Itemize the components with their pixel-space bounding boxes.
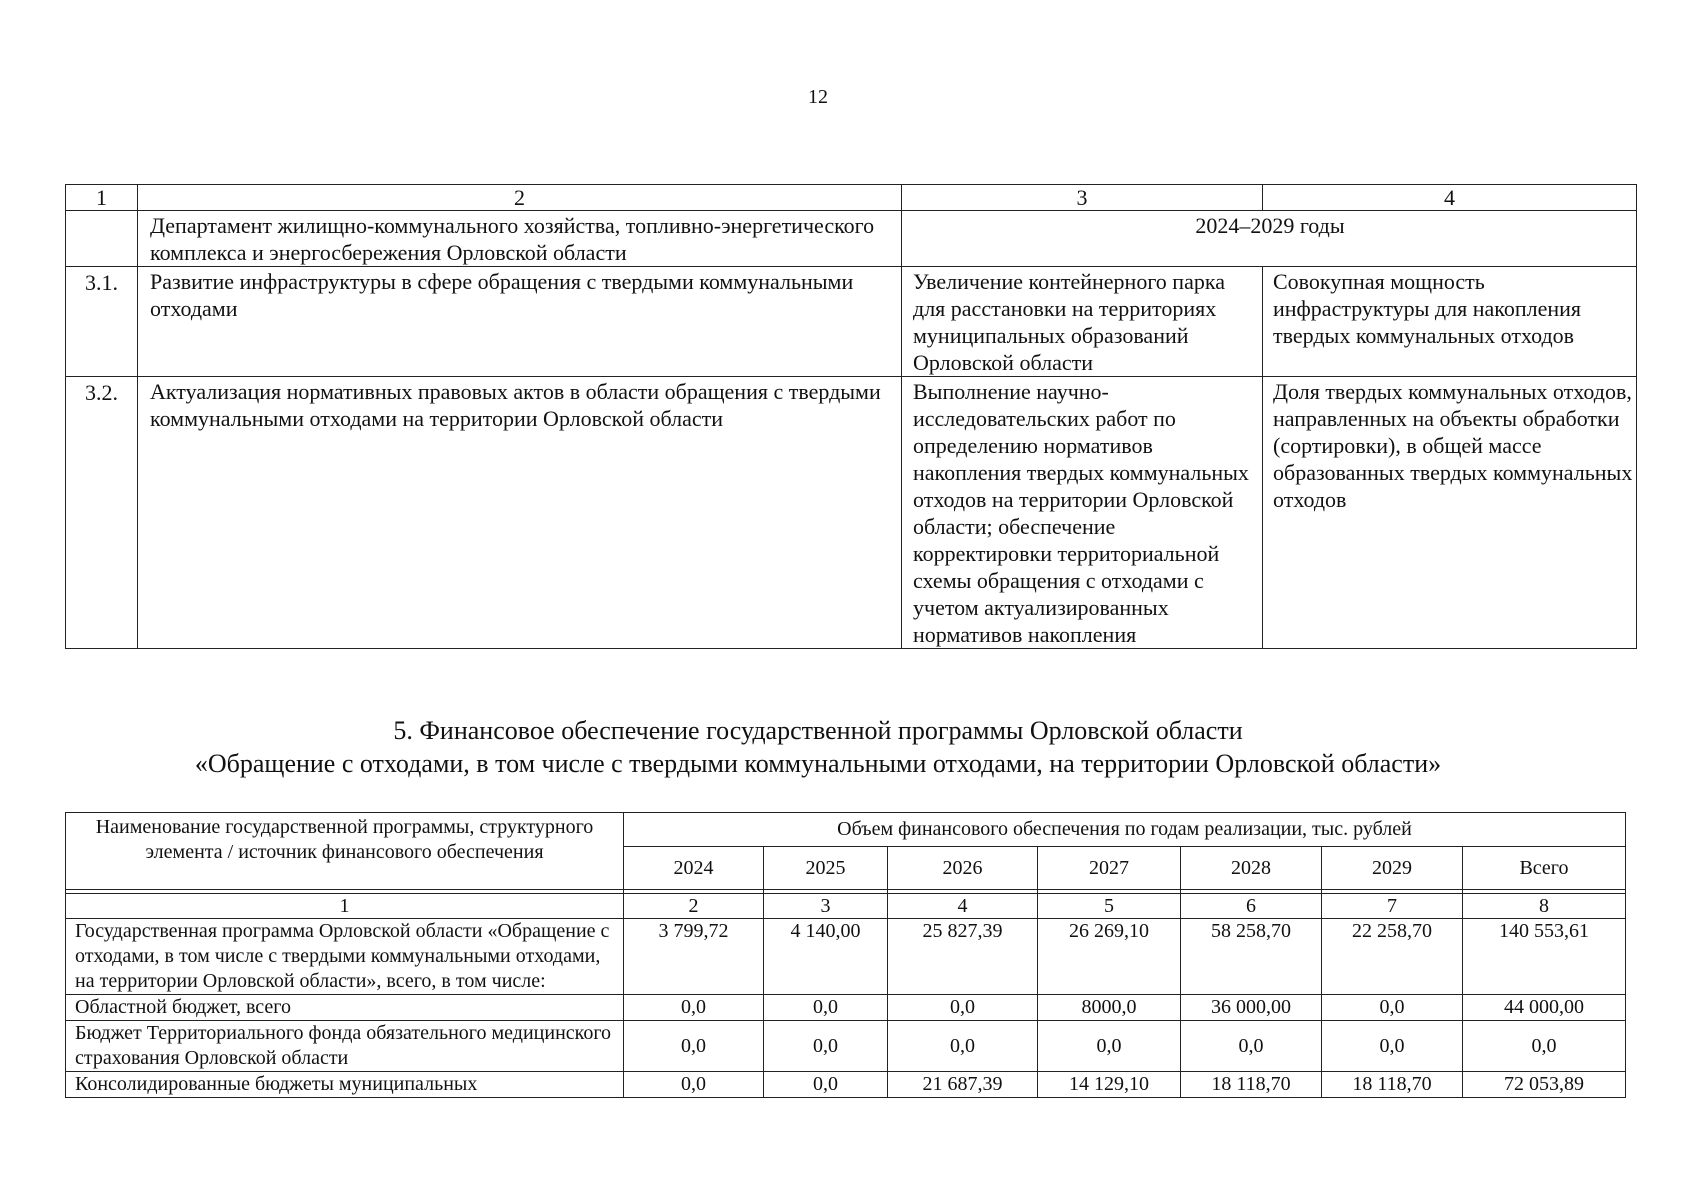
amount-cell: 0,0 xyxy=(1038,1021,1181,1072)
program-name-header: Наименование государственной программы, структурного элемента / источник финансового обеспечения xyxy=(66,813,624,890)
table-row xyxy=(66,919,1626,995)
amount-cell: 0,0 xyxy=(1322,995,1463,1021)
indicator: Доля твердых коммунальных отходов, направленных на объекты обработки (сортировки), в общей массе образованных твердых коммунальных отходов xyxy=(1263,377,1637,649)
year-header: 2026 xyxy=(888,847,1038,890)
total-cell: 44 000,00 xyxy=(1463,995,1626,1021)
header-cell: 3 xyxy=(902,185,1263,211)
row-number: 3.1. xyxy=(66,267,138,377)
total-header: Всего xyxy=(1463,847,1626,890)
implementation-period: 2024–2029 годы xyxy=(902,211,1637,267)
section-title-line: 5. Финансовое обеспечение государственной программы Орловской области xyxy=(393,716,1243,745)
table-row xyxy=(66,1072,1626,1098)
table-row xyxy=(66,377,1637,649)
table-row xyxy=(66,1021,1626,1072)
column-index: 5 xyxy=(1038,894,1181,919)
funding-source: Областной бюджет, всего xyxy=(66,995,624,1021)
column-index: 7 xyxy=(1322,894,1463,919)
amount-cell: 58 258,70 xyxy=(1181,919,1322,995)
table-header-row xyxy=(66,185,1637,211)
amount-cell: 21 687,39 xyxy=(888,1072,1038,1098)
task-name: Развитие инфраструктуры в сфере обращения с твердыми коммунальными отходами xyxy=(138,267,902,377)
year-header: 2028 xyxy=(1181,847,1322,890)
amount-cell: 18 118,70 xyxy=(1181,1072,1322,1098)
amount-cell: 14 129,10 xyxy=(1038,1072,1181,1098)
column-index: 4 xyxy=(888,894,1038,919)
amount-cell: 0,0 xyxy=(888,1021,1038,1072)
page-number: 12 xyxy=(808,86,828,108)
year-header: 2029 xyxy=(1322,847,1463,890)
funding-source: Бюджет Территориального фонда обязательного медицинского страхования Орловской области xyxy=(66,1021,624,1072)
amount-cell: 0,0 xyxy=(624,995,764,1021)
year-header: 2024 xyxy=(624,847,764,890)
amount-cell: 0,0 xyxy=(764,1072,888,1098)
amount-cell: 3 799,72 xyxy=(624,919,764,995)
amount-cell: 0,0 xyxy=(624,1021,764,1072)
department-row xyxy=(66,211,1637,267)
column-index-row xyxy=(66,894,1626,919)
amount-cell: 0,0 xyxy=(1322,1021,1463,1072)
amount-cell: 8000,0 xyxy=(1038,995,1181,1021)
amount-cell: 0,0 xyxy=(1181,1021,1322,1072)
amount-cell: 18 118,70 xyxy=(1322,1072,1463,1098)
expected-effect: Выполнение научно-исследовательских работ по определению нормативов накопления твердых коммунальных отходов на территории Орловской области; обеспечение корректировки территориальной схемы обращения с отходами с учетом актуализированных нормативов накопления xyxy=(902,377,1263,649)
header-cell: 2 xyxy=(138,185,902,211)
total-cell: 140 553,61 xyxy=(1463,919,1626,995)
column-index: 2 xyxy=(624,894,764,919)
amount-cell: 0,0 xyxy=(888,995,1038,1021)
amount-cell: 26 269,10 xyxy=(1038,919,1181,995)
empty-cell xyxy=(66,211,138,267)
amount-cell: 0,0 xyxy=(624,1072,764,1098)
table-row xyxy=(66,995,1626,1021)
total-cell: 0,0 xyxy=(1463,1021,1626,1072)
amount-cell: 0,0 xyxy=(764,995,888,1021)
year-header: 2027 xyxy=(1038,847,1181,890)
task-name: Актуализация нормативных правовых актов в области обращения с твердыми коммунальными отходами на территории Орловской области xyxy=(138,377,902,649)
total-cell: 72 053,89 xyxy=(1463,1072,1626,1098)
header-cell: 1 xyxy=(66,185,138,211)
department-name: Департамент жилищно-коммунального хозяйства, топливно-энергетического комплекса и энергосбережения Орловской области xyxy=(138,211,902,267)
table-row xyxy=(66,267,1637,377)
volume-header: Объем финансового обеспечения по годам реализации, тыс. рублей xyxy=(624,813,1626,847)
column-index: 1 xyxy=(66,894,624,919)
amount-cell: 4 140,00 xyxy=(764,919,888,995)
section-title-line: «Обращение с отходами, в том числе с твердыми коммунальными отходами, на территории Орловской области» xyxy=(194,749,1442,778)
amount-cell: 22 258,70 xyxy=(1322,919,1463,995)
funding-source: Консолидированные бюджеты муниципальных xyxy=(66,1072,624,1098)
column-index: 3 xyxy=(764,894,888,919)
row-number: 3.2. xyxy=(66,377,138,649)
activities-table xyxy=(65,184,1637,649)
amount-cell: 36 000,00 xyxy=(1181,995,1322,1021)
expected-effect: Увеличение контейнерного парка для расстановки на территориях муниципальных образований Орловской области xyxy=(902,267,1263,377)
year-header: 2025 xyxy=(764,847,888,890)
indicator: Совокупная мощность инфраструктуры для накопления твердых коммунальных отходов xyxy=(1263,267,1637,377)
column-index: 8 xyxy=(1463,894,1626,919)
section-title xyxy=(0,714,1636,780)
amount-cell: 25 827,39 xyxy=(888,919,1038,995)
amount-cell: 0,0 xyxy=(764,1021,888,1072)
funding-source: Государственная программа Орловской области «Обращение с отходами, в том числе с твердыми коммунальными отходами, на территории Орловской области», всего, в том числе: xyxy=(66,919,624,995)
finance-table xyxy=(65,812,1626,1098)
header-cell: 4 xyxy=(1263,185,1637,211)
column-index: 6 xyxy=(1181,894,1322,919)
finance-header-row xyxy=(66,813,1626,847)
